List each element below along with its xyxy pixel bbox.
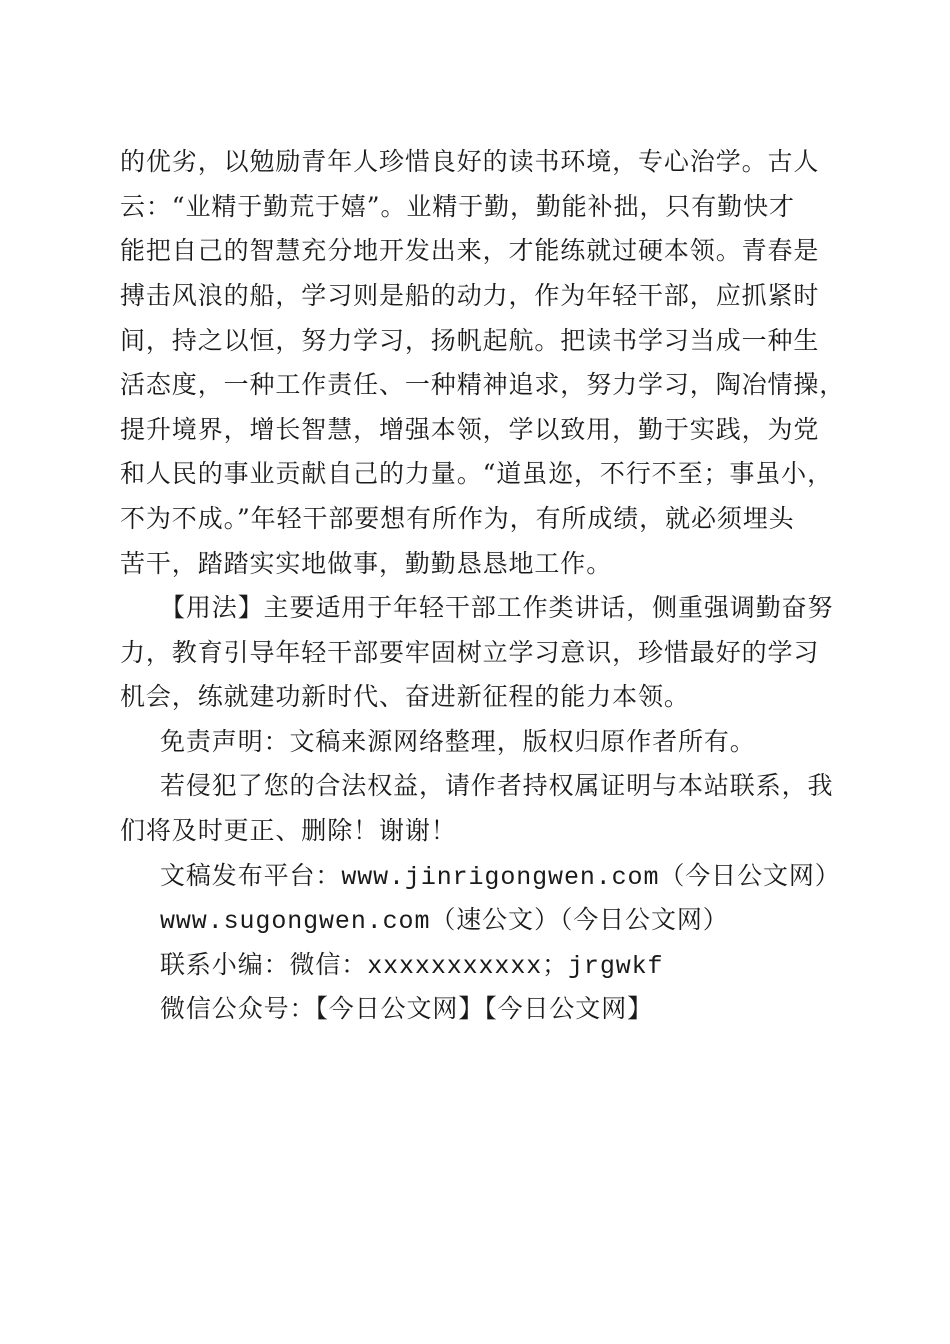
platform2-line	[160, 905, 729, 937]
body-text-line: 的优劣，以勉励青年人珍惜良好的读书环境，专心治学。古人	[120, 147, 820, 176]
infringement-text-line: 们将及时更正、删除！谢谢！	[120, 816, 457, 845]
usage-text-line: 力，教育引导年轻干部要牢固树立学习意识，珍惜最好的学习	[120, 638, 820, 667]
platform-url: www.jinrigongwen.com	[341, 863, 660, 892]
body-text-line: 苦干，踏踏实实地做事，勤勤恳恳地工作。	[120, 549, 613, 578]
disclaimer-text: 免责声明：文稿来源网络整理，版权归原作者所有。	[160, 727, 756, 756]
platform2-url: www.sugongwen.com	[160, 907, 431, 936]
body-text-line: 和人民的事业贡献自己的力量。“道虽迩，不行不至；事虽小，	[120, 459, 833, 488]
body-text-line: 活态度，一种工作责任、一种精神追求，努力学习，陶冶情操，	[120, 370, 846, 399]
platform2-suffix: （速公文）（今日公文网）	[430, 905, 729, 934]
usage-text-line: 【用法】主要适用于年轻干部工作类讲话，侧重强调勤奋努	[160, 593, 834, 622]
contact-line	[160, 950, 663, 982]
contact-value: xxxxxxxxxxx；jrgwkf	[367, 952, 664, 981]
platform-suffix: （今日公文网）	[659, 861, 841, 890]
usage-text-line: 机会，练就建功新时代、奋进新征程的能力本领。	[120, 682, 690, 711]
platform-label: 文稿发布平台：	[160, 861, 342, 890]
body-text-line: 能把自己的智慧充分地开发出来，才能练就过硬本领。青春是	[120, 236, 820, 265]
contact-label: 联系小编：微信：	[160, 950, 368, 979]
body-text-line: 不为不成。”年轻干部要想有所作为，有所成绩，就必须埋头	[120, 504, 795, 533]
wechat-account-line: 微信公众号：【今日公文网】【今日公文网】	[160, 994, 654, 1023]
body-text-line: 间，持之以恒，努力学习，扬帆起航。把读书学习当成一种生	[120, 326, 820, 355]
body-text-line: 云：“业精于勤荒于嬉”。业精于勤，勤能补拙，只有勤快才	[120, 192, 795, 221]
platform-line	[160, 861, 841, 893]
infringement-text-line: 若侵犯了您的合法权益，请作者持权属证明与本站联系，我	[160, 771, 834, 800]
body-text-line: 搏击风浪的船，学习则是船的动力，作为年轻干部，应抓紧时	[120, 281, 820, 310]
body-text-line: 提升境界，增长智慧，增强本领，学以致用，勤于实践，为党	[120, 415, 820, 444]
